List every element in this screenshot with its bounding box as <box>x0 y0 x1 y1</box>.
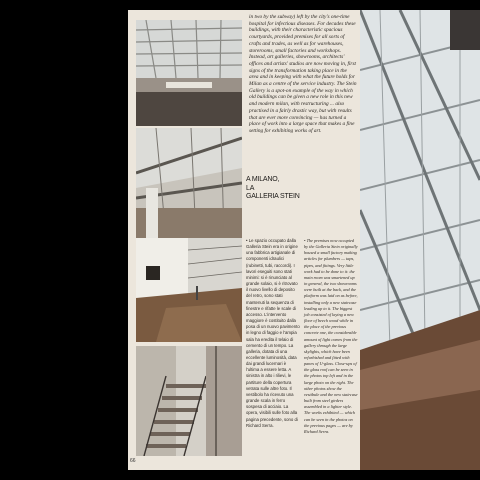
photo-skylit-hall <box>136 20 242 126</box>
heading-line-2: LA <box>246 184 255 192</box>
italian-paragraph: • Le spazio occupato dalla Galleria Stein era in origine una fabbrica artigianale di componenti idraulici (rubinetti, tubi, raccordi). I lavori eseguiti sono stati minimi: si è rinunciato al grande solaio, si è ritrovato il nuovo livello di deposito del retro, sono stati mantenuti la sequenza di finestre e rifatte le scale di accesso. L'intervento maggiore è costituito dalla posa di un nuovo pavimento in legno di faggio e l'ampia sala ha eredita il telaio di cemento di un tempo. La galleria, dotata di una eccellente luminosità, data dai grandi lucernari è l'ultima a essere letta. A sinistra in alto i rilievi, le partiture della copertura vetrata sulle altre foto. Il vestibolo ha ricevuto una grande scala in ferro sospesa di acciaio. La opera, visibili sulle foto alla pagina precedente, sono di Richard Serra. <box>246 238 300 428</box>
heading-line-3: GALLERIA STEIN <box>246 193 300 200</box>
article-heading <box>246 176 316 202</box>
photo-gallery-room <box>136 238 242 342</box>
italian-column <box>246 238 300 429</box>
page-number: 66 <box>130 458 136 464</box>
magazine-page <box>128 10 480 470</box>
photo-glass-roof <box>360 10 480 470</box>
heading-line-1: A MILANO, <box>246 176 280 183</box>
english-paragraph: • The premises now occupied by the Galleria Stein originally housed a small factory making articles for plumbers — taps, pipes, and fittings. Very little work had to be done to it: the main room was smartened up in general, the two showrooms were built at the back, and the platform was laid on as before, installing only a new staircase leading up to it. The biggest job consisted of laying a new floor of beech wood while in the place of the previous concrete one, the considerable amount of light comes from the gallery through the large skylights, which have been refurbished and fitted with panes of U-glass. Close-ups of the glass roof can be seen in the photos top left and in the large photo on the right. The other photos show the vestibule and the new staircase built from steel girders assembled in a lighter style. The works exhibited — which can be seen in the photos on the previous pages — are by Richard Serra. <box>304 238 358 434</box>
photo-steel-beams <box>136 128 242 238</box>
intro-text <box>249 14 357 135</box>
photo-staircase <box>136 346 242 456</box>
intro-paragraph: in two by the subway) left by the city's one-time hospital for infectious diseases. For decades these buildings, with their characteristic spacious courtyards, provided premises for all sorts of crafts and trades, as well as for warehouses, storerooms, small factories and workshops. Instead, art galleries, showrooms, architects' offices and artists' studios are now moving in, first signs of the transformation taking place in the area and in keeping with what the future holds for Milan as a centre of the service industry. The Stein Gallery is a spot-on example of the way in which old buildings can be given a new role in this new and modern milan, with restructuring ... also practised in a fairly drastic way, but with results that are ever more convincing — has turned a place of work into a large space that makes a fine setting for exhibiting works of art. <box>249 14 357 134</box>
english-column <box>304 238 358 435</box>
